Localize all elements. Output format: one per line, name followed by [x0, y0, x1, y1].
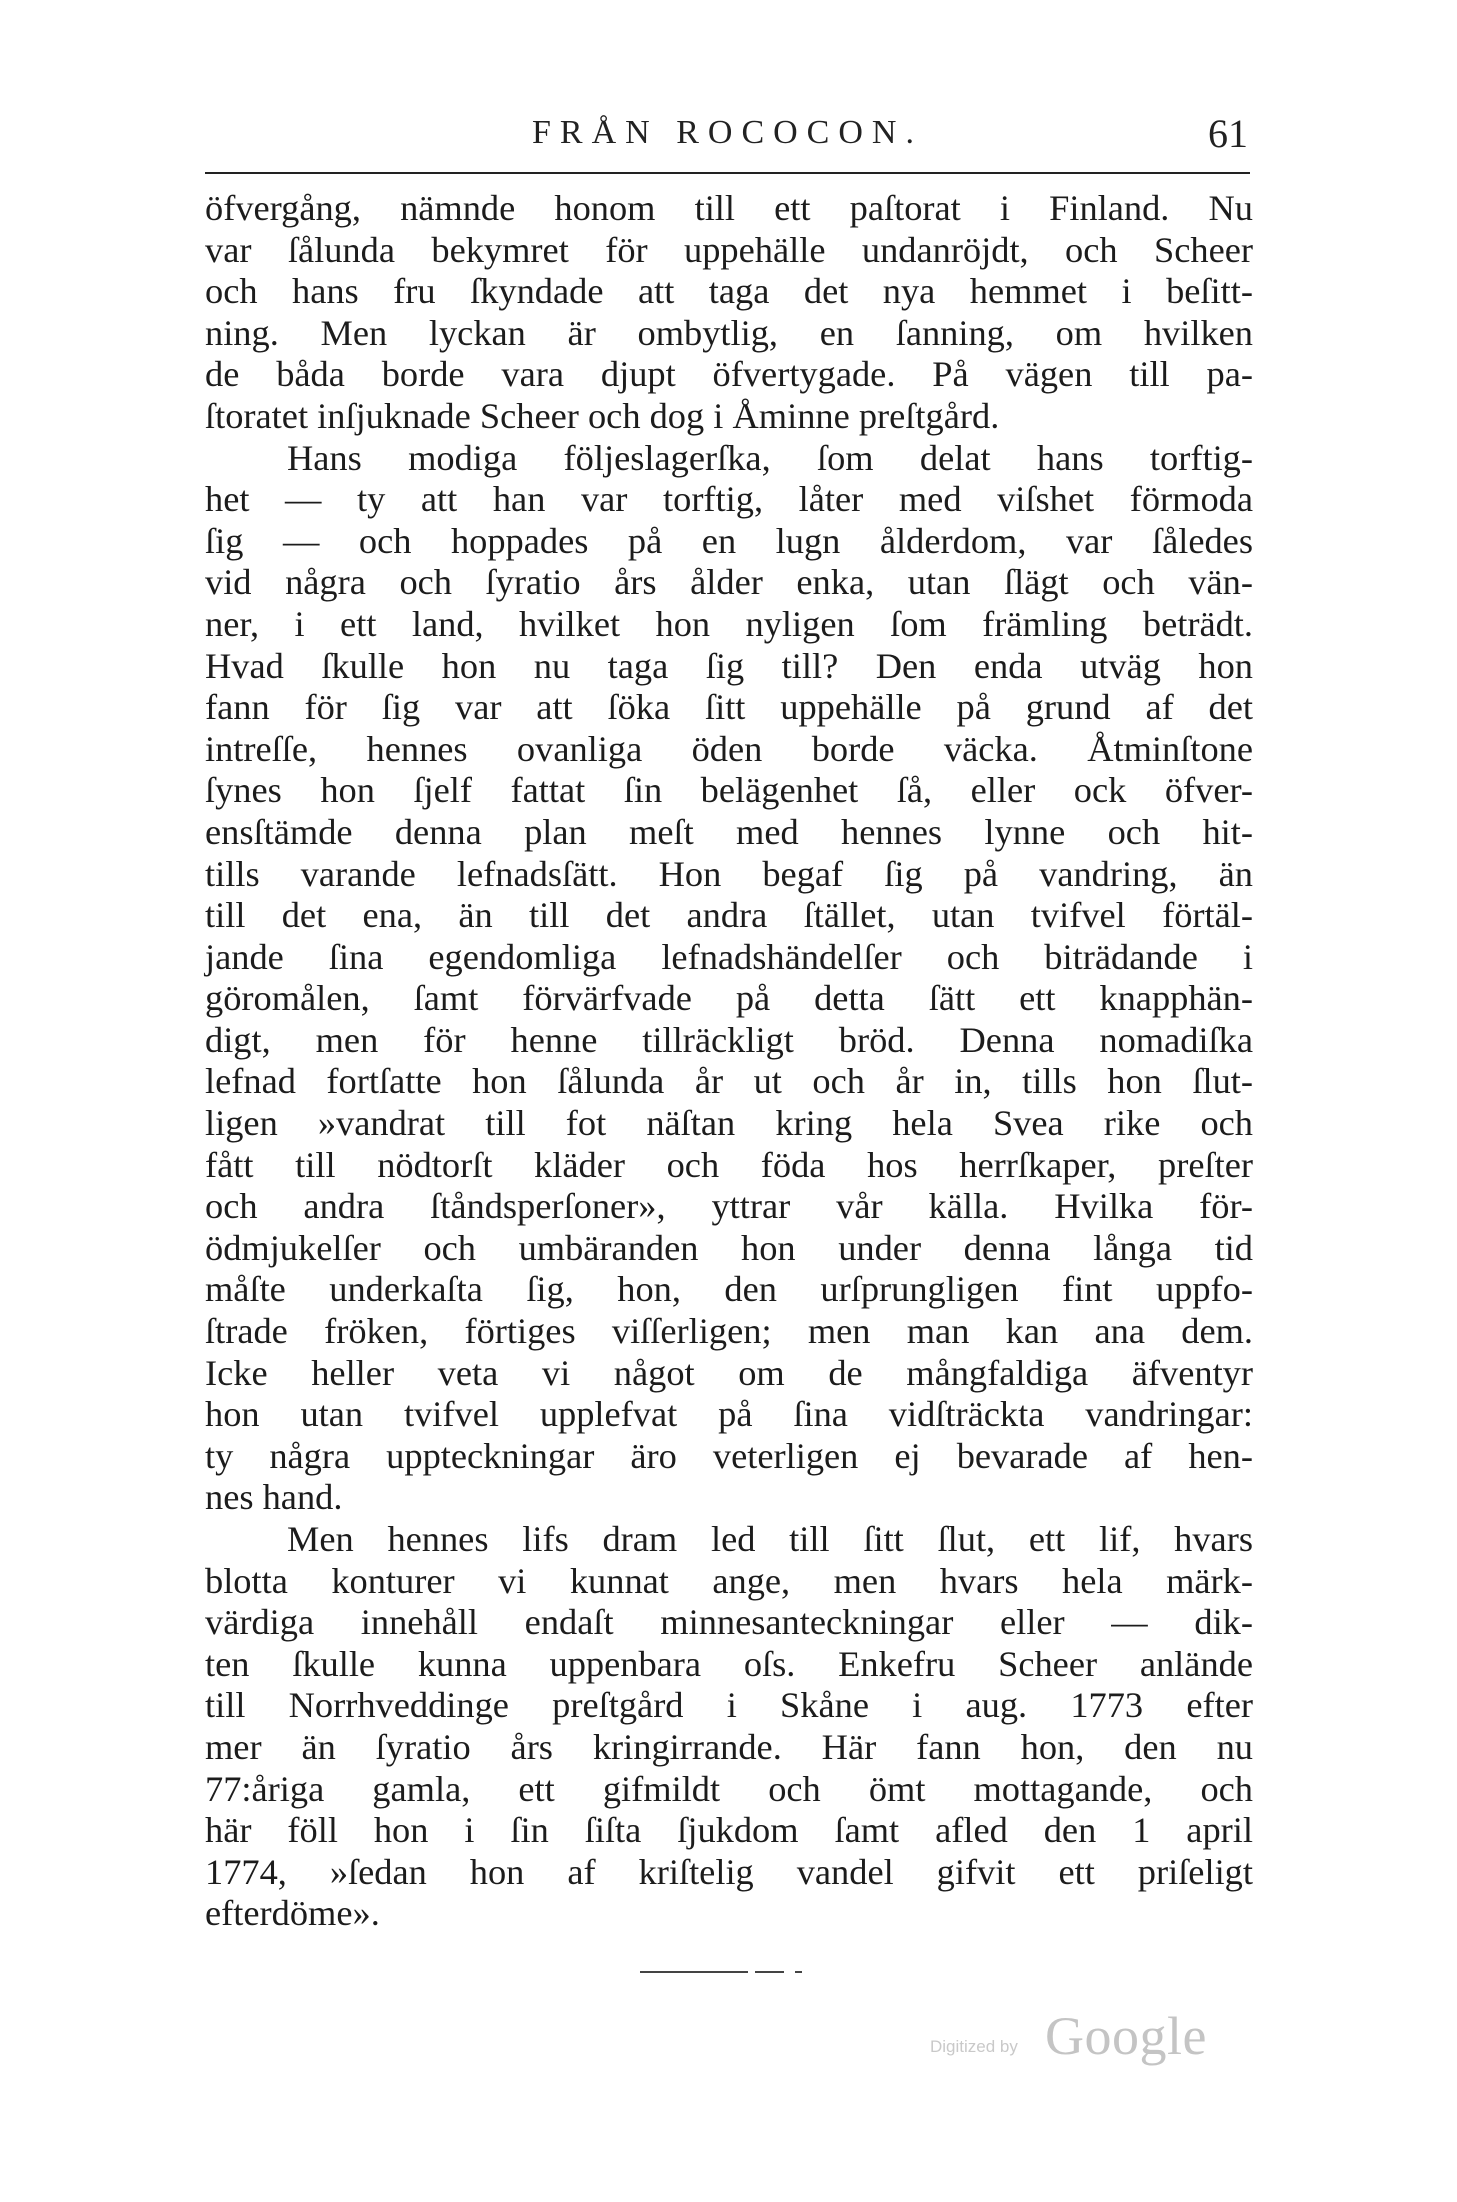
text-line: 1774, »ſedan hon af kriſtelig vandel gifvit ett priſeligt — [205, 1851, 1253, 1892]
text-line: vid några och ſyratio års ålder enka, utan ſlägt och vän- — [205, 562, 1253, 603]
text-line: efterdöme». — [205, 1893, 380, 1934]
header-rule — [205, 172, 1250, 174]
text-line: här föll hon i ſin ſiſta ſjukdom ſamt afled den 1 april — [205, 1810, 1253, 1851]
text-line: ligen »vandrat till fot näſtan kring hela Svea rike och — [205, 1103, 1253, 1144]
watermark-logo: Google — [1045, 2006, 1207, 2066]
text-line: mer än ſyratio års kringirrande. Här fann hon, den nu — [205, 1726, 1253, 1767]
section-end-rule — [640, 1971, 820, 1973]
text-line: digt, men för henne tillräckligt bröd. Denna nomadiſka — [205, 1019, 1253, 1060]
text-line: Icke heller veta vi något om de mångfaldiga äfventyr — [205, 1352, 1253, 1393]
text-line: jande ſina egendomliga lefnadshändelſer och biträdande i — [205, 936, 1253, 977]
text-line: och andra ſtåndsperſoner», yttrar vår källa. Hvilka för- — [205, 1186, 1253, 1227]
paragraph — [205, 188, 1253, 438]
paragraph — [205, 438, 1253, 1519]
text-line: ensſtämde denna plan meſt med hennes lynne och hit- — [205, 811, 1253, 852]
text-line: fann för ſig var att ſöka ſitt uppehälle på grund af det — [205, 687, 1253, 728]
text-line: ſynes hon ſjelf fattat ſin belägenhet ſå, eller ock öfver- — [205, 770, 1253, 811]
text-line: och hans fru ſkyndade att taga det nya hemmet i beſitt- — [205, 271, 1253, 312]
text-line: ſig — och hoppades på en lugn ålderdom, var ſåledes — [205, 520, 1253, 561]
text-line: Hans modiga följeslagerſka, ſom delat hans torftig- — [287, 437, 1253, 478]
text-line: ning. Men lyckan är ombytlig, en ſanning, om hvilken — [205, 312, 1253, 353]
text-line: het — ty att han var torftig, låter med viſshet förmoda — [205, 479, 1253, 520]
text-line: tills varande lefnadsſätt. Hon begaf ſig på vandring, än — [205, 853, 1253, 894]
text-line: ödmjukelſer och umbäranden hon under denna långa tid — [205, 1227, 1253, 1268]
text-line: ſtoratet inſjuknade Scheer och dog i Åminne preſtgård. — [205, 395, 1000, 436]
text-line: ty några uppteckningar äro veterligen ej bevarade af hen- — [205, 1435, 1253, 1476]
paragraph — [205, 1519, 1253, 1935]
running-head — [205, 108, 1250, 158]
digitization-watermark — [930, 2005, 1230, 2065]
text-line: till det ena, än till det andra ſtället, utan tvifvel förtäl- — [205, 895, 1253, 936]
watermark-prefix: Digitized by — [930, 2037, 1018, 2056]
text-line: intreſſe, hennes ovanliga öden borde väcka. Åtminſtone — [205, 728, 1253, 769]
text-line: nes hand. — [205, 1477, 343, 1518]
text-line: ten ſkulle kunna uppenbara oſs. Enkefru Scheer anlände — [205, 1643, 1253, 1684]
text-line: Men hennes lifs dram led till ſitt ſlut, ett lif, hvars — [287, 1519, 1253, 1559]
body-text — [205, 188, 1253, 1935]
text-line: fått till nödtorſt kläder och föda hos herrſkaper, preſter — [205, 1144, 1253, 1185]
text-line: 77:åriga gamla, ett gifmildt och ömt mottagande, och — [205, 1768, 1253, 1809]
page-number: 61 — [1208, 111, 1248, 156]
text-line: till Norrhveddinge preſtgård i Skåne i aug. 1773 efter — [205, 1685, 1253, 1726]
text-line: var ſålunda bekymret för uppehälle undanröjdt, och Scheer — [205, 229, 1253, 270]
text-line: öfvergång, nämnde honom till ett paſtorat i Finland. Nu — [205, 188, 1253, 228]
text-line: Hvad ſkulle hon nu taga ſig till? Den enda utväg hon — [205, 645, 1253, 686]
text-line: måſte underkaſta ſig, hon, den urſprungligen fint uppfo- — [205, 1269, 1253, 1310]
text-line: de båda borde vara djupt öfvertygade. På vägen till pa- — [205, 354, 1253, 395]
text-line: ner, i ett land, hvilket hon nyligen ſom främling beträdt. — [205, 603, 1253, 644]
text-line: lefnad fortſatte hon ſålunda år ut och år in, tills hon ſlut- — [205, 1061, 1253, 1102]
running-title: FRÅN ROCOCON. — [532, 114, 923, 151]
text-line: hon utan tvifvel upplefvat på ſina vidſträckta vandringar: — [205, 1394, 1253, 1435]
text-line: göromålen, ſamt förvärfvade på detta ſätt ett knapphän- — [205, 978, 1253, 1019]
text-line: blotta konturer vi kunnat ange, men hvars hela märk- — [205, 1560, 1253, 1601]
text-line: värdiga innehåll endaſt minnesanteckningar eller — dik- — [205, 1602, 1253, 1643]
text-line: ſtrade fröken, förtiges viſſerligen; men man kan ana dem. — [205, 1311, 1253, 1352]
